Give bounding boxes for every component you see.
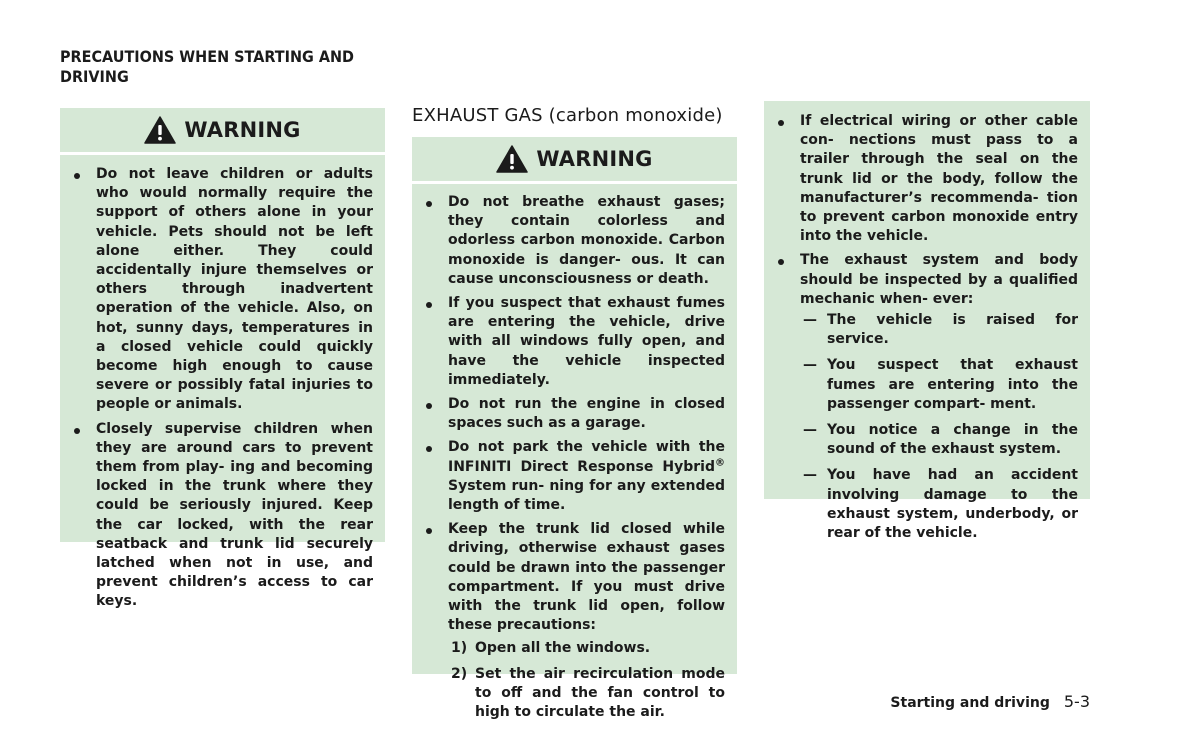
- warning-bullet: Do not breathe exhaust gases; they contain colorless and odorless carbon monoxide. Carbon monoxide is danger- ous. It can cause unconsciousness or death.: [424, 193, 725, 289]
- precaution-step: 2) Set the air recirculation mode to off and the fan control to high to circulate the air.: [451, 665, 725, 721]
- warning-bullet: Do not park the vehicle with the INFINITI Direct Response Hybrid® System run- ning for any extended length of time.: [424, 438, 725, 515]
- dash-item: — You notice a change in the sound of the exhaust system.: [803, 422, 1078, 458]
- registered-mark: ®: [715, 456, 725, 468]
- warning-triangle-icon: [496, 145, 528, 173]
- warning-triangle-icon: [144, 116, 176, 144]
- exhaust-gas-heading: EXHAUST GAS (carbon monoxide): [412, 105, 723, 126]
- warning-bullet: Keep the trunk lid closed while driving, otherwise exhaust gases could be drawn into the passenger compartment. If you must drive with the trunk lid open, follow these precautions: 1) Open all the windows. 2) Set the air recirculation mode to off and the fan control to high to circulate the air.: [424, 520, 725, 722]
- warning-box-exhaust: [412, 137, 737, 721]
- footer-section-name: Starting and driving: [890, 695, 1050, 711]
- warning-bullet: Closely supervise children when they are around cars to prevent them from play- ing and becoming locked in the trunk where they could be seriously injured. Keep the car locked, with the rear seatback and trunk lid securely latched when not in use, and prevent children’s access to car keys.: [72, 420, 373, 612]
- warning-bullet: Do not run the engine in closed spaces such as a garage.: [424, 395, 725, 433]
- precaution-step: 1) Open all the windows.: [451, 640, 651, 657]
- warning-header: [412, 137, 737, 184]
- inspection-conditions: [800, 311, 1078, 543]
- warning-bullet: The exhaust system and body should be inspected by a qualified mechanic when- ever: — The vehicle is raised for service. — You suspect that exhaust fumes are entering into the passenger compart- ment. — You notice a change in the sound of the exhaust system. — You have had an accident involving damage to the exhaust system, underbody, or rear of the vehicle.: [776, 251, 1078, 543]
- section-title: PRECAUTIONS WHEN STARTING AND DRIVING: [60, 47, 355, 86]
- warning-box-continued: [764, 101, 1090, 542]
- page-number: 5-3: [1063, 692, 1090, 711]
- warning-title: WARNING: [536, 147, 653, 171]
- dash-item: — You suspect that exhaust fumes are entering into the passenger compart- ment.: [803, 357, 1078, 412]
- page-footer: [890, 692, 1090, 711]
- warning-header: [60, 108, 385, 155]
- dash-item: — You have had an accident involving damage to the exhaust system, underbody, or rear of the vehicle.: [803, 467, 1078, 542]
- dash-item: — The vehicle is raised for service.: [803, 312, 1078, 348]
- warning-bullet: Do not leave children or adults who would normally require the support of others alone in your vehicle. Pets should not be left alone either. They could accidentally injure themselves or others through inadvertent operation of the vehicle. Also, on hot, sunny days, temperatures in a closed vehicle could quickly become high enough to cause severe or possibly fatal injuries to people or animals.: [72, 165, 373, 415]
- warning-bullet: If electrical wiring or other cable con- nections must pass to a trailer through the seal on the trunk lid or the body, follow the manufacturer’s recommenda- tion to prevent carbon monoxide entry into the vehicle.: [776, 112, 1078, 246]
- precaution-steps: [448, 639, 725, 722]
- warning-bullet: If you suspect that exhaust fumes are entering the vehicle, drive with all windows fully open, and have the vehicle inspected immediately.: [424, 294, 725, 390]
- warning-box-children: [60, 108, 385, 610]
- warning-title: WARNING: [184, 118, 301, 142]
